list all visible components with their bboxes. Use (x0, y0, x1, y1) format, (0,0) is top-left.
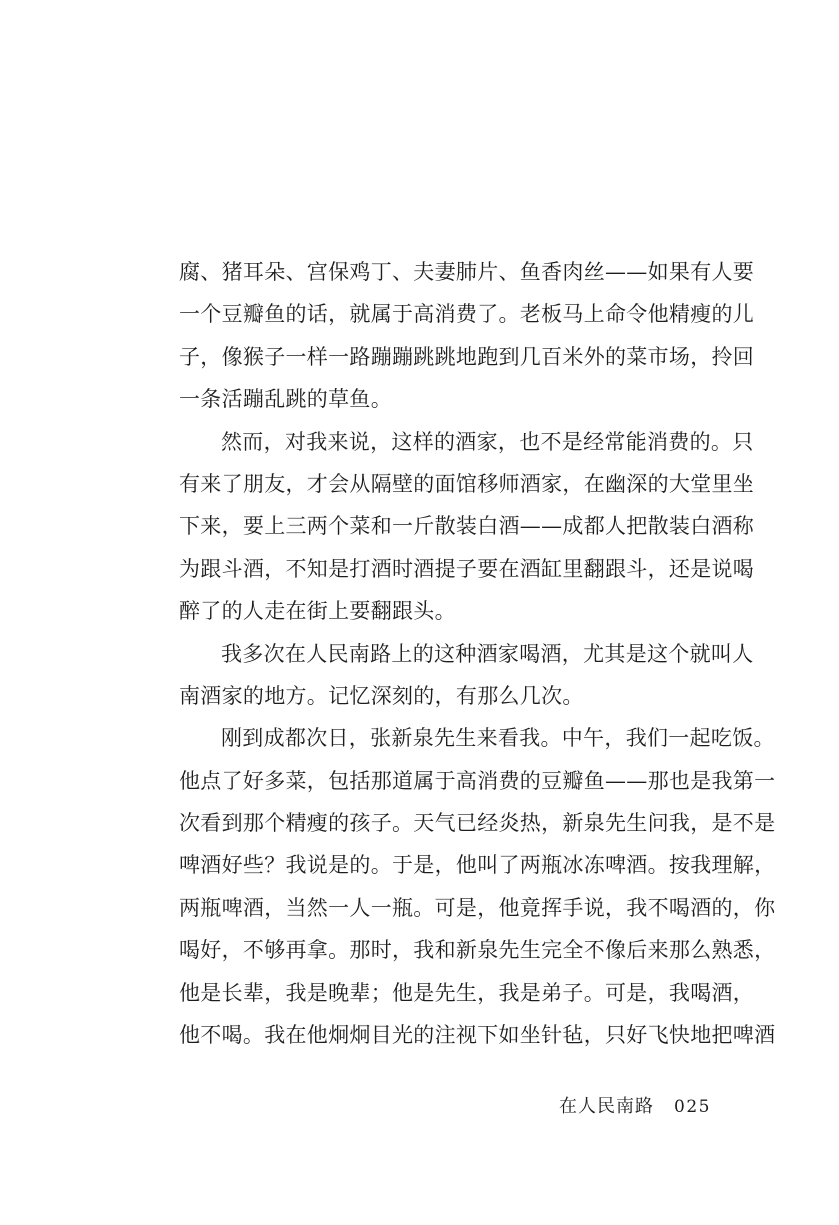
text-line: 南酒家的地方。记忆深刻的，有那么几次。 (179, 683, 584, 708)
text-line: 他是长辈，我是晚辈；他是先生，我是弟子。可是，我喝酒， (179, 980, 755, 1005)
text-line: 喝好，不够再拿。那时，我和新泉先生完全不像后来那么熟悉， (179, 938, 776, 963)
text-line: 为跟斗酒，不知是打酒时酒提子要在酒缸里翻跟斗，还是说喝 (179, 556, 755, 581)
text-line: 啤酒好些？我说是的。于是，他叫了两瓶冰冻啤酒。按我理解， (179, 853, 776, 878)
text-line: 有来了朋友，才会从隔壁的面馆移师酒家，在幽深的大堂里坐 (179, 471, 755, 496)
body-text (179, 251, 776, 1056)
text-line: 然而，对我来说，这样的酒家，也不是经常能消费的。只 (221, 429, 754, 454)
text-line: 子，像猴子一样一路蹦蹦跳跳地跑到几百米外的菜市场，拎回 (179, 344, 755, 369)
text-line: 一条活蹦乱跳的草鱼。 (179, 387, 392, 412)
page-number: 025 (674, 1097, 711, 1117)
text-line: 我多次在人民南路上的这种酒家喝酒，尤其是这个就叫人 (221, 641, 754, 666)
text-line: 刚到成都次日，张新泉先生来看我。中午，我们一起吃饭。 (221, 726, 775, 751)
text-line: 下来，要上三两个菜和一斤散装白酒——成都人把散装白酒称 (179, 514, 755, 539)
text-line: 腐、猪耳朵、宫保鸡丁、夫妻肺片、鱼香肉丝——如果有人要 (179, 260, 755, 284)
text-line: 两瓶啤酒，当然一人一瓶。可是，他竟挥手说，我不喝酒的，你 (179, 895, 776, 920)
text-line: 一个豆瓣鱼的话，就属于高消费了。老板马上命令他精瘦的儿 (179, 302, 755, 327)
page-footer (559, 1092, 711, 1122)
running-title: 在人民南路 (559, 1096, 655, 1117)
text-line: 他不喝。我在他炯炯目光的注视下如坐针毡，只好飞快地把啤酒 (179, 1023, 776, 1048)
text-line: 次看到那个精瘦的孩子。天气已经炎热，新泉先生问我，是不是 (179, 811, 776, 836)
text-line: 醉了的人走在街上要翻跟头。 (179, 599, 456, 624)
text-line: 他点了好多菜，包括那道属于高消费的豆瓣鱼——那也是我第一 (179, 768, 776, 793)
